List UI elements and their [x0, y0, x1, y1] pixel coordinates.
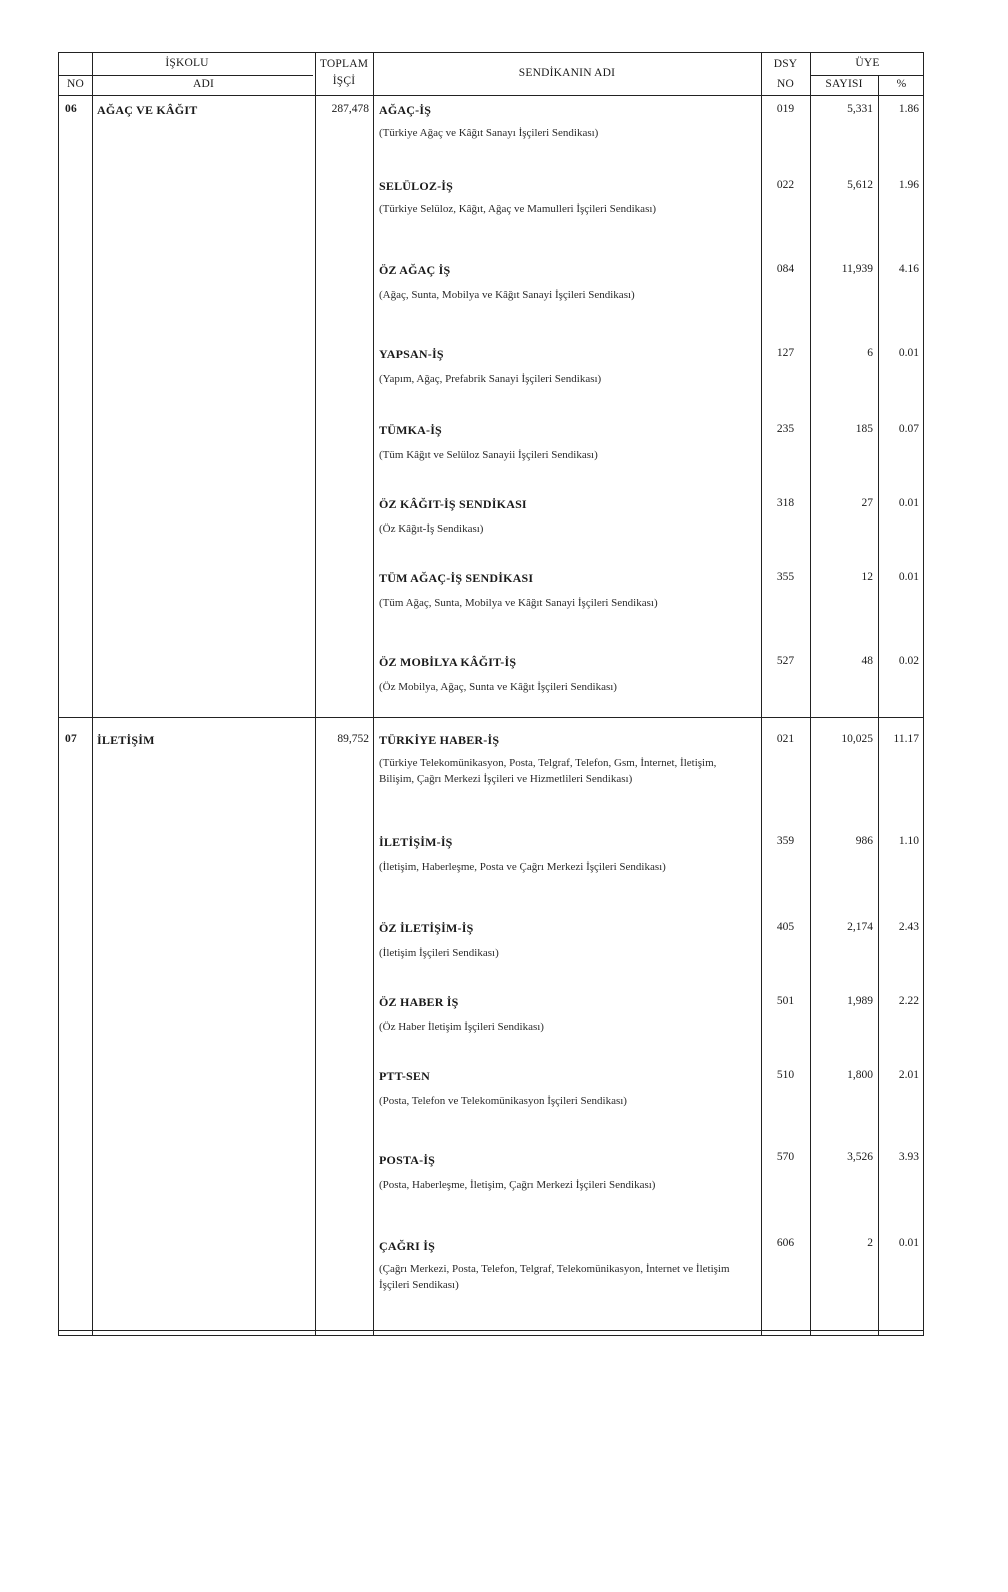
section-divider: [59, 717, 923, 718]
union-full-name: (Türkiye Telekomünikasyon, Posta, Telgraf, Telefon, Gsm, İnternet, İletişim, Bilişim, Çağrı Merkezi İşçileri ve Hizmetlileri Sendikası): [379, 757, 717, 785]
header-sayisi: SAYISI: [825, 78, 863, 90]
union-dsy: 359: [776, 835, 795, 847]
union-full-name: (İletişim İşçileri Sendikası): [379, 947, 499, 959]
union-name: SELÜLOZ-İŞ: [379, 179, 454, 193]
column-divider: [92, 53, 93, 1335]
union-sayisi: 5,331: [847, 103, 873, 115]
header-adi: ADI: [192, 78, 215, 90]
union-dsy: 022: [776, 179, 795, 191]
header-toplam: TOPLAM: [319, 58, 369, 70]
section-total: 89,752: [337, 733, 369, 745]
union-sayisi: 2: [867, 1237, 873, 1249]
union-name: ÖZ İLETİŞİM-İŞ: [379, 921, 474, 935]
column-divider: [761, 53, 762, 1335]
union-dsy: 606: [776, 1237, 795, 1249]
union-full-name: (Yapım, Ağaç, Prefabrik Sanayi İşçileri Sendikası): [379, 373, 602, 385]
union-pct: 3.93: [898, 1151, 919, 1163]
union-sayisi: 185: [855, 423, 873, 435]
union-full-name: (Posta, Telefon ve Telekomünikasyon İşçileri Sendikası): [379, 1095, 627, 1107]
union-name: ÖZ KÂĞIT-İŞ SENDİKASI: [379, 497, 527, 511]
union-name: TÜM AĞAÇ-İŞ SENDİKASI: [379, 571, 534, 585]
union-name: AĞAÇ-İŞ: [379, 103, 432, 117]
union-full-name: (Tüm Kâğıt ve Selüloz Sanayii İşçileri Sendikası): [379, 449, 598, 461]
union-name: ÖZ AĞAÇ İŞ: [379, 263, 451, 277]
header-rule: [810, 75, 923, 76]
union-full-name: (Türkiye Ağaç ve Kâğıt Sanayı İşçileri Sendikası): [379, 127, 599, 139]
union-dsy: 355: [776, 571, 795, 583]
union-sayisi: 986: [855, 835, 873, 847]
section-no: 06: [65, 103, 77, 115]
table-bottom-rule: [59, 1330, 923, 1331]
union-sayisi: 2,174: [847, 921, 873, 933]
union-full-name: (Posta, Haberleşme, İletişim, Çağrı Merkezi İşçileri Sendikası): [379, 1179, 656, 1191]
header-iskolu: İŞKOLU: [165, 57, 209, 69]
union-pct: 1.86: [898, 103, 919, 115]
union-name: TÜRKİYE HABER-İŞ: [379, 733, 500, 747]
union-dsy: 405: [776, 921, 795, 933]
union-full-name: (Ağaç, Sunta, Mobilya ve Kâğıt Sanayi İşçileri Sendikası): [379, 289, 635, 301]
union-pct: 0.01: [898, 571, 919, 583]
union-table: [58, 52, 924, 1336]
union-name: TÜMKA-İŞ: [379, 423, 442, 437]
union-full-name: (Öz Haber İletişim İşçileri Sendikası): [379, 1021, 544, 1033]
union-pct: 1.96: [898, 179, 919, 191]
section-name: İLETİŞİM: [97, 733, 155, 747]
union-name: İLETİŞİM-İŞ: [379, 835, 453, 849]
header-dsy: DSY: [773, 58, 798, 70]
union-sayisi: 5,612: [847, 179, 873, 191]
union-sayisi: 11,939: [841, 263, 873, 275]
column-divider: [373, 53, 374, 1335]
union-sayisi: 10,025: [841, 733, 873, 745]
union-sayisi: 12: [861, 571, 873, 583]
union-name: ÇAĞRI İŞ: [379, 1239, 435, 1253]
union-pct: 4.16: [898, 263, 919, 275]
union-dsy: 021: [776, 733, 795, 745]
union-dsy: 527: [776, 655, 795, 667]
union-pct: 2.43: [898, 921, 919, 933]
section-no: 07: [65, 733, 77, 745]
union-full-name: (Tüm Ağaç, Sunta, Mobilya ve Kâğıt Sanayi İşçileri Sendikası): [379, 597, 658, 609]
union-sayisi: 27: [861, 497, 873, 509]
union-full-name: (Öz Mobilya, Ağaç, Sunta ve Kâğıt İşçileri Sendikası): [379, 681, 617, 693]
union-pct: 11.17: [893, 733, 919, 745]
union-full-name: (İletişim, Haberleşme, Posta ve Çağrı Merkezi İşçileri Sendikası): [379, 861, 666, 873]
column-divider: [810, 53, 811, 1335]
union-sayisi: 1,989: [847, 995, 873, 1007]
union-name: ÖZ HABER İŞ: [379, 995, 459, 1009]
header-isci: İŞÇİ: [332, 75, 356, 87]
header-bottom-rule: [59, 95, 923, 96]
section-total: 287,478: [331, 103, 369, 115]
union-sayisi: 1,800: [847, 1069, 873, 1081]
header-pct: %: [896, 78, 907, 90]
union-dsy: 235: [776, 423, 795, 435]
union-pct: 0.01: [898, 497, 919, 509]
union-full-name: (Öz Kâğıt-İş Sendikası): [379, 523, 484, 535]
union-full-name: (Çağrı Merkezi, Posta, Telefon, Telgraf, Telekomünikasyon, İnternet ve İletişim İşçileri Sendikası): [379, 1263, 730, 1291]
union-dsy: 570: [776, 1151, 795, 1163]
header-uye: ÜYE: [855, 57, 880, 69]
union-pct: 2.01: [898, 1069, 919, 1081]
union-dsy: 501: [776, 995, 795, 1007]
union-pct: 0.01: [898, 1237, 919, 1249]
column-divider: [878, 76, 879, 1335]
union-name: PTT-SEN: [379, 1069, 430, 1083]
union-dsy: 510: [776, 1069, 795, 1081]
union-full-name: (Türkiye Selüloz, Kâğıt, Ağaç ve Mamulleri İşçileri Sendikası): [379, 203, 657, 215]
union-dsy: 318: [776, 497, 795, 509]
union-name: YAPSAN-İŞ: [379, 347, 444, 361]
section-name: AĞAÇ VE KÂĞIT: [97, 103, 198, 117]
header-no: NO: [66, 78, 84, 90]
union-pct: 0.02: [898, 655, 919, 667]
union-dsy: 084: [776, 263, 795, 275]
header-rule: [59, 75, 313, 76]
union-dsy: 019: [776, 103, 795, 115]
union-name: ÖZ MOBİLYA KÂĞIT-İŞ: [379, 655, 517, 669]
column-divider: [315, 53, 316, 1335]
union-pct: 0.01: [898, 347, 919, 359]
union-sayisi: 6: [867, 347, 873, 359]
union-pct: 0.07: [898, 423, 919, 435]
header-sendika-adi: SENDİKANIN ADI: [518, 67, 616, 79]
header-dsy-no: NO: [776, 78, 794, 90]
union-name: POSTA-İŞ: [379, 1153, 436, 1167]
union-pct: 1.10: [898, 835, 919, 847]
union-pct: 2.22: [898, 995, 919, 1007]
union-sayisi: 3,526: [847, 1151, 873, 1163]
union-dsy: 127: [776, 347, 795, 359]
union-sayisi: 48: [861, 655, 873, 667]
